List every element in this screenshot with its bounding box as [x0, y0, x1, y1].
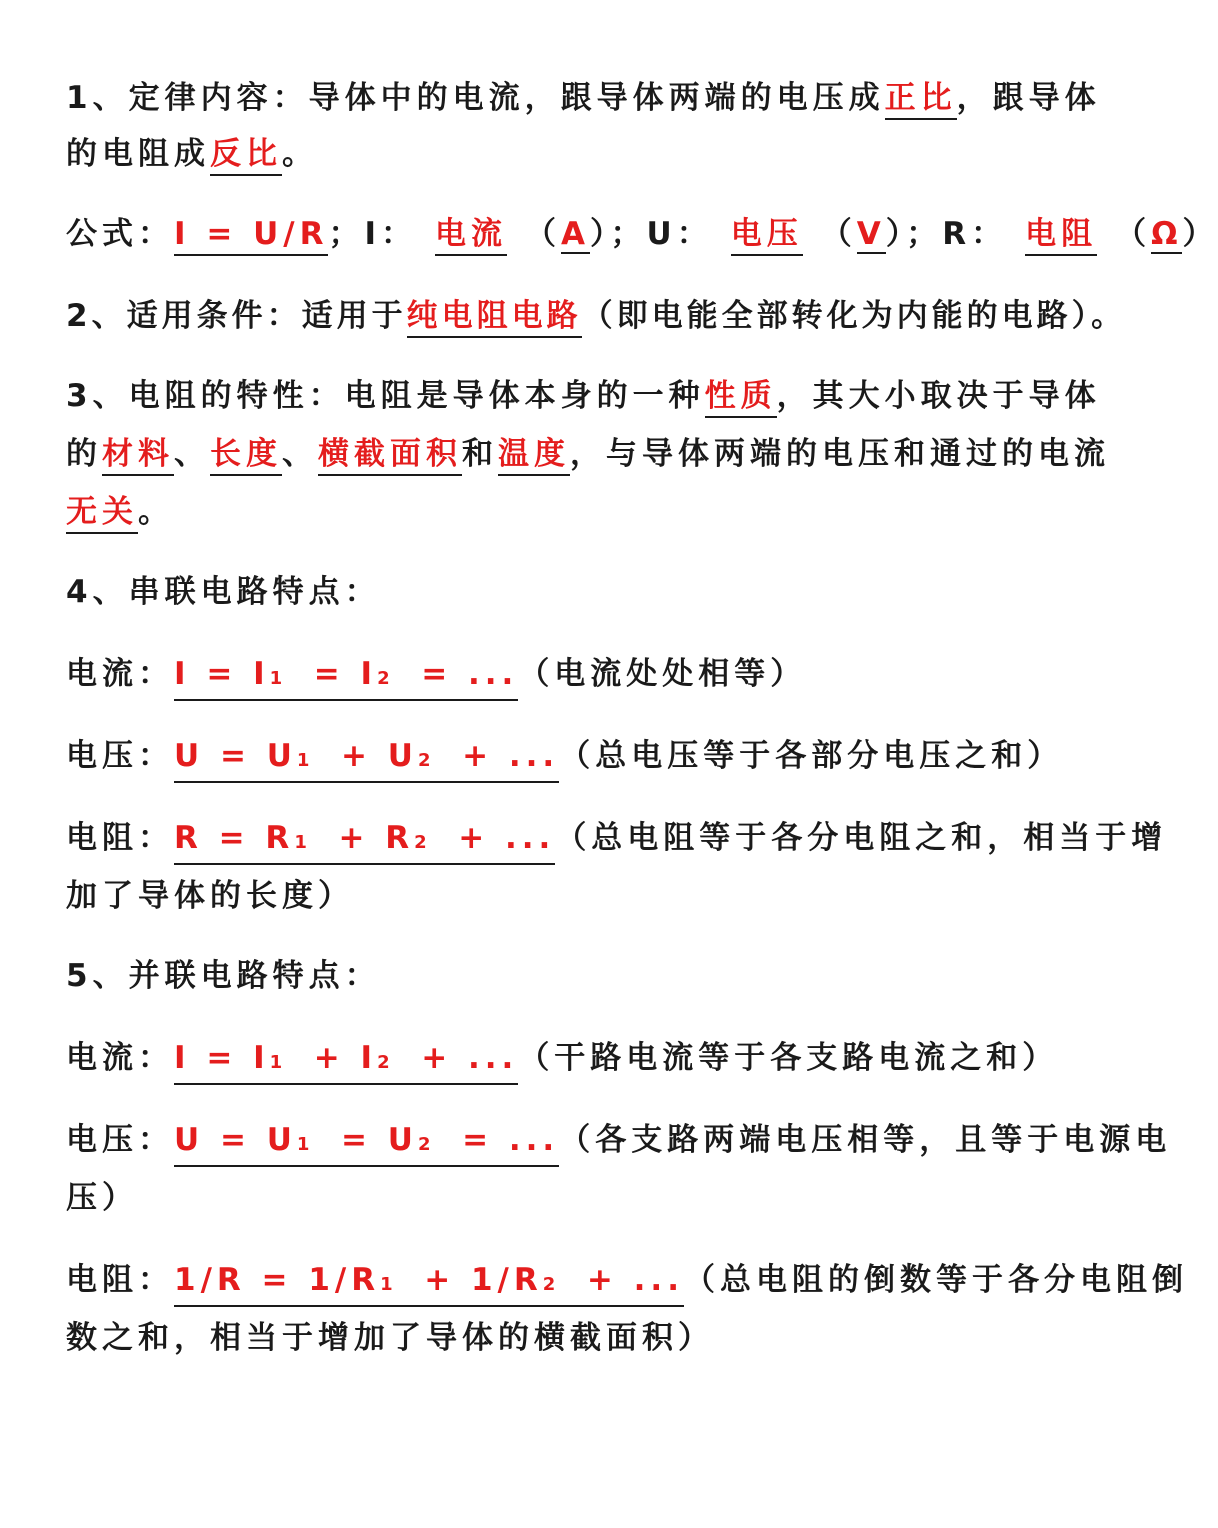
s5-resistance	[66, 1260, 1188, 1300]
s2-text-end: （即电能全部转化为内能的电路）。	[581, 298, 1127, 334]
s5-res-note-2: 数之和，相当于增加了导体的横截面积）	[66, 1320, 714, 1356]
s1-line-1	[66, 78, 1101, 118]
answer-voltage: 电压	[731, 216, 803, 256]
s4-res-note-2: 加了导体的长度）	[66, 878, 354, 914]
s4-current-note: （电流处处相等）	[518, 656, 807, 692]
answer-resistance: 电阻	[1025, 216, 1097, 256]
answer-unit-ohm: Ω	[1151, 216, 1183, 252]
s5-title	[66, 956, 381, 996]
paren: （	[1115, 216, 1152, 252]
s5-voltage-formula: U = U1 = U2 = ...	[174, 1122, 559, 1167]
s4-voltage-note: （总电压等于各部分电压之和）	[559, 738, 1064, 774]
s1-text-end: ，跟导体	[956, 80, 1101, 116]
answer-property: 性质	[705, 378, 777, 418]
s5-voltage-label: 电压：	[66, 1122, 174, 1158]
formula-i-label: ；I：	[328, 216, 418, 252]
answer-cross-section: 横截面积	[318, 436, 462, 476]
s4-voltage-formula: U = U1 + U2 + ...	[174, 738, 559, 783]
s4-voltage	[66, 736, 1063, 776]
s5-current-label: 电流：	[66, 1040, 174, 1076]
answer-temperature: 温度	[498, 436, 570, 476]
s3-text-b: 的	[66, 436, 102, 472]
separator: 、	[282, 436, 318, 472]
answer-pure-resistive-circuit: 纯电阻电路	[407, 298, 582, 338]
formula-line	[66, 214, 1218, 254]
paren: （	[525, 216, 562, 252]
s1-text: 1、定律内容：导体中的电流，跟导体两端的电压成	[66, 80, 885, 116]
answer-inverse-proportion: 反比	[210, 136, 282, 176]
formula-answer: I = U/R	[174, 216, 328, 256]
answer-current: 电流	[435, 216, 507, 256]
s5-voltage	[66, 1120, 1171, 1160]
answer-unrelated: 无关	[66, 494, 138, 534]
s4-title-text: 4、串联电路特点：	[66, 574, 381, 610]
s3-text: 3、电阻的特性：电阻是导体本身的一种	[66, 378, 705, 414]
s5-resistance-2	[66, 1318, 714, 1358]
s1-line-2	[66, 134, 318, 174]
s4-current	[66, 654, 806, 694]
paren-close: ）	[1182, 216, 1218, 252]
s3-line-2	[66, 434, 1110, 474]
separator: 、	[174, 436, 210, 472]
formula-r-label: ）；R：	[885, 216, 1008, 252]
s4-resistance-2	[66, 876, 354, 916]
s4-res-label: 电阻：	[66, 820, 174, 856]
s3-line-1	[66, 376, 1101, 416]
s1-text-b-end: 。	[282, 136, 318, 172]
s5-res-label: 电阻：	[66, 1262, 174, 1298]
s5-voltage-note: （各支路两端电压相等，且等于电源电	[559, 1122, 1172, 1158]
s4-current-label: 电流：	[66, 656, 174, 692]
answer-material: 材料	[102, 436, 174, 476]
formula-label: 公式：	[66, 216, 174, 252]
s3-text-c-end: 。	[138, 494, 174, 530]
s3-text-end: ，其大小取决于导体	[776, 378, 1101, 414]
s5-current	[66, 1038, 1058, 1078]
s3-line-3	[66, 492, 174, 532]
answer-unit-ampere: A	[561, 216, 591, 252]
s1-text-b: 的电阻成	[66, 136, 210, 172]
s4-current-formula: I = I1 = I2 = ...	[174, 656, 518, 701]
s4-res-formula: R = R1 + R2 + ...	[174, 820, 555, 865]
s5-title-text: 5、并联电路特点：	[66, 958, 381, 994]
s2-text: 2、适用条件：适用于	[66, 298, 407, 334]
answer-length: 长度	[210, 436, 282, 476]
s4-title	[66, 572, 381, 612]
s4-resistance	[66, 818, 1167, 858]
s5-res-formula: 1/R = 1/R1 + 1/R2 + ...	[174, 1262, 684, 1307]
paren: （	[820, 216, 857, 252]
s5-current-note: （干路电流等于各支路电流之和）	[518, 1040, 1059, 1076]
s5-res-note: （总电阻的倒数等于各分电阻倒	[683, 1262, 1188, 1298]
s5-current-formula: I = I1 + I2 + ...	[174, 1040, 518, 1085]
conjunction: 和	[462, 436, 498, 472]
answer-unit-volt: V	[856, 216, 886, 252]
answer-direct-proportion: 正比	[885, 80, 957, 120]
formula-u-label: ）；U：	[590, 216, 713, 252]
s2-line	[66, 296, 1126, 336]
s5-voltage-note-2: 压）	[66, 1180, 138, 1216]
s5-voltage-2	[66, 1178, 138, 1218]
s4-voltage-label: 电压：	[66, 738, 174, 774]
s4-res-note: （总电阻等于各分电阻之和，相当于增	[555, 820, 1168, 856]
s3-text-b-end: ，与导体两端的电压和通过的电流	[570, 436, 1110, 472]
